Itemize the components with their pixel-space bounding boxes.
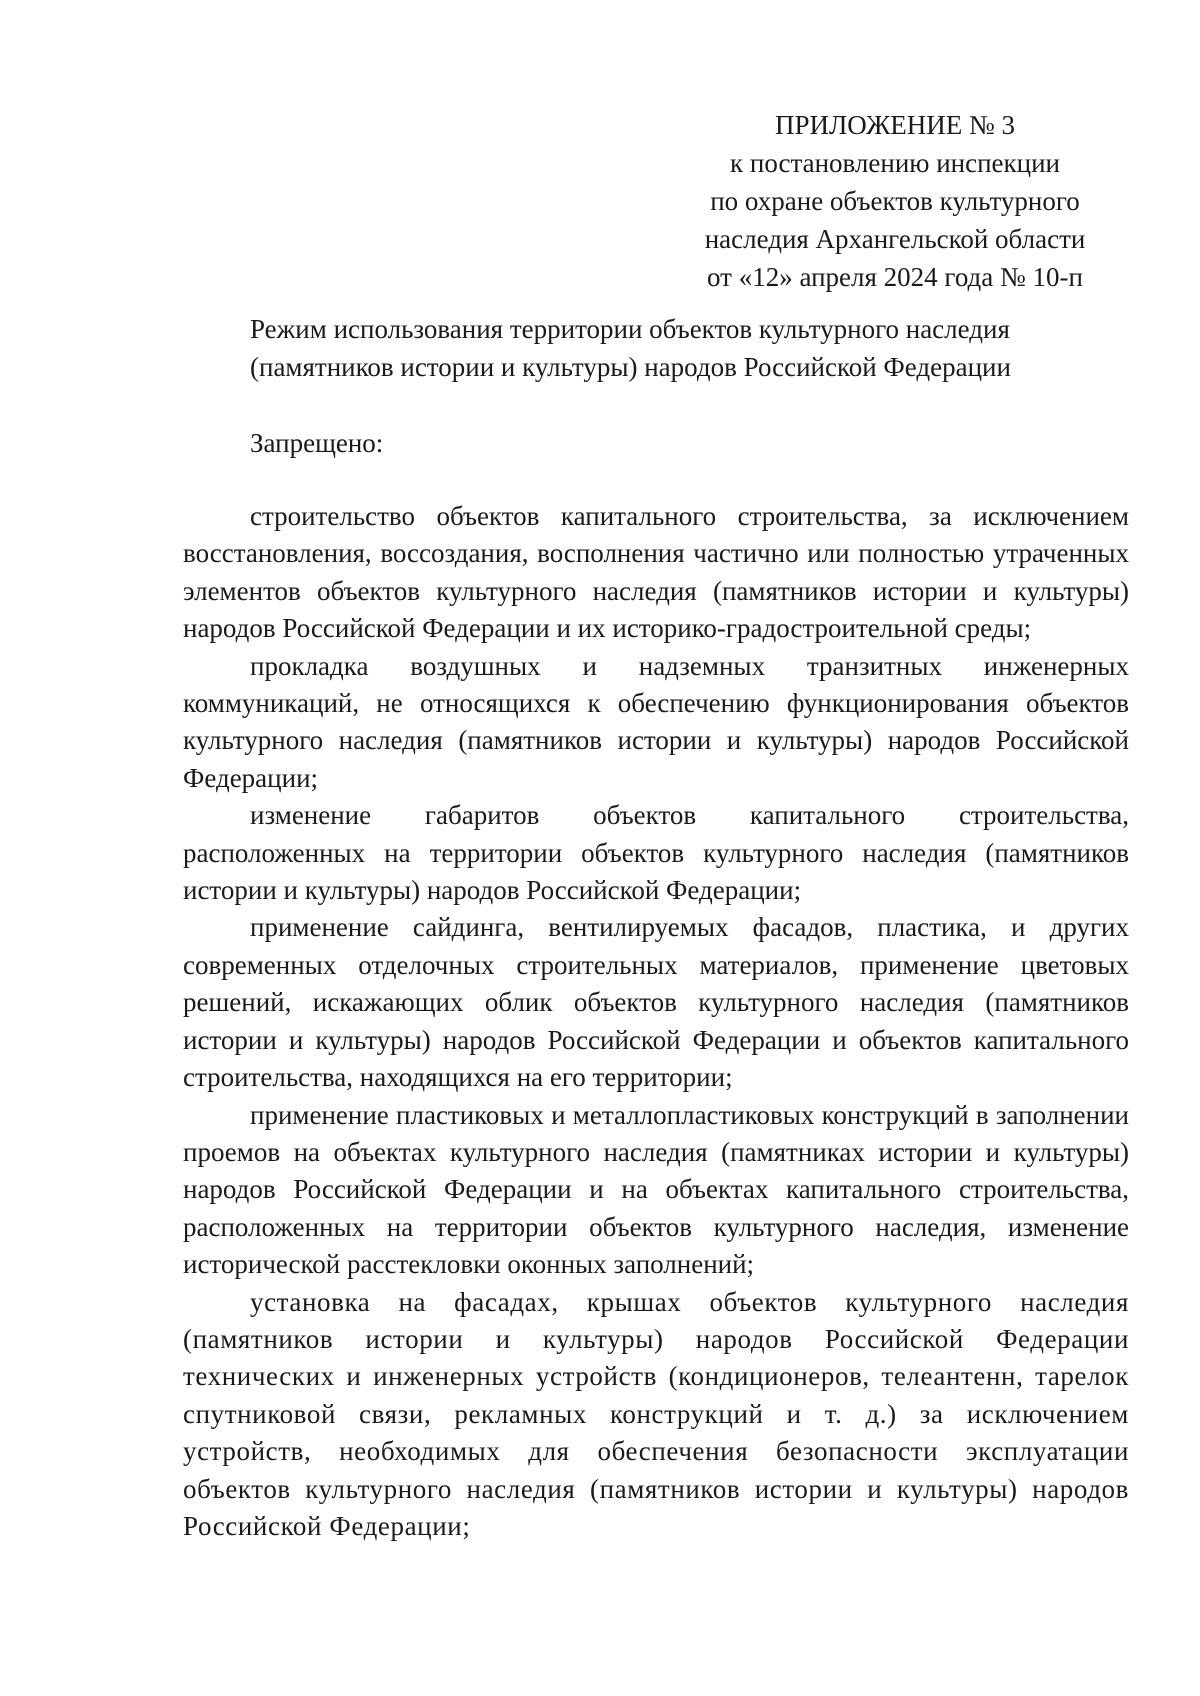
title-line: (памятников истории и культуры) народов Российской Федерации bbox=[250, 352, 1011, 382]
prohibited-label: Запрещено: bbox=[250, 428, 384, 458]
prohibition-item: применение сайдинга, вентилируемых фасадов, пластика, и других современных отделочных строительных материалов, применение цветовых решений, искажающих облик объектов культурного наследия (памятников истории и культуры) народов Российской Федерации и объектов капитального строительства, находящихся на его территории; bbox=[183, 912, 1129, 1093]
prohibition-item: изменение габаритов объектов капитального строительства, расположенных на территории объектов культурного наследия (памятников истории и культуры) народов Российской Федерации; bbox=[183, 800, 1129, 906]
prohibition-item: применение пластиковых и металлопластиковых конструкций в заполнении проемов на объектах культурного наследия (памятниках истории и культуры) народов Российской Федерации и на объектах капитального строительства, расположенных на территории объектов культурного наследия, изменение исторической расстекловки оконных заполнений; bbox=[183, 1099, 1129, 1280]
title-line: Режим использования территории объектов культурного наследия bbox=[250, 314, 1010, 344]
appendix-reference-line: наследия Архангельской области bbox=[704, 224, 1086, 254]
prohibition-item: строительство объектов капитального строительства, за исключением восстановления, воссоздания, восполнения частично или полностью утраченных элементов объектов культурного наследия (памятников истории и культуры) народов Российской Федерации и их историко-градостроительной среды; bbox=[183, 501, 1129, 644]
appendix-number: ПРИЛОЖЕНИЕ № 3 bbox=[774, 110, 1016, 140]
prohibition-item: прокладка воздушных и надземных транзитных инженерных коммуникаций, не относящихся к обеспечению функционирования объектов культурного наследия (памятников истории и культуры) народов Российской Федерации; bbox=[183, 650, 1129, 793]
prohibition-item: установка на фасадах, крышах объектов культурного наследия (памятников истории и культуры) народов Российской Федерации технических и инженерных устройств (кондиционеров, телеантенн, тарелок спутниковой связи, рекламных конструкций и т. д.) за исключением устройств, необходимых для обеспечения безопасности эксплуатации объектов культурного наследия (памятников истории и культуры) народов Российской Федерации; bbox=[183, 1286, 1129, 1541]
prohibitions-list bbox=[183, 498, 1129, 1545]
appendix-header bbox=[660, 106, 1130, 296]
appendix-reference-line: к постановлению инспекции bbox=[730, 148, 1060, 178]
appendix-date-number: от «12» апреля 2024 года № 10-п bbox=[707, 262, 1083, 292]
document-title bbox=[250, 310, 1130, 386]
appendix-reference-line: по охране объектов культурного bbox=[710, 186, 1080, 216]
